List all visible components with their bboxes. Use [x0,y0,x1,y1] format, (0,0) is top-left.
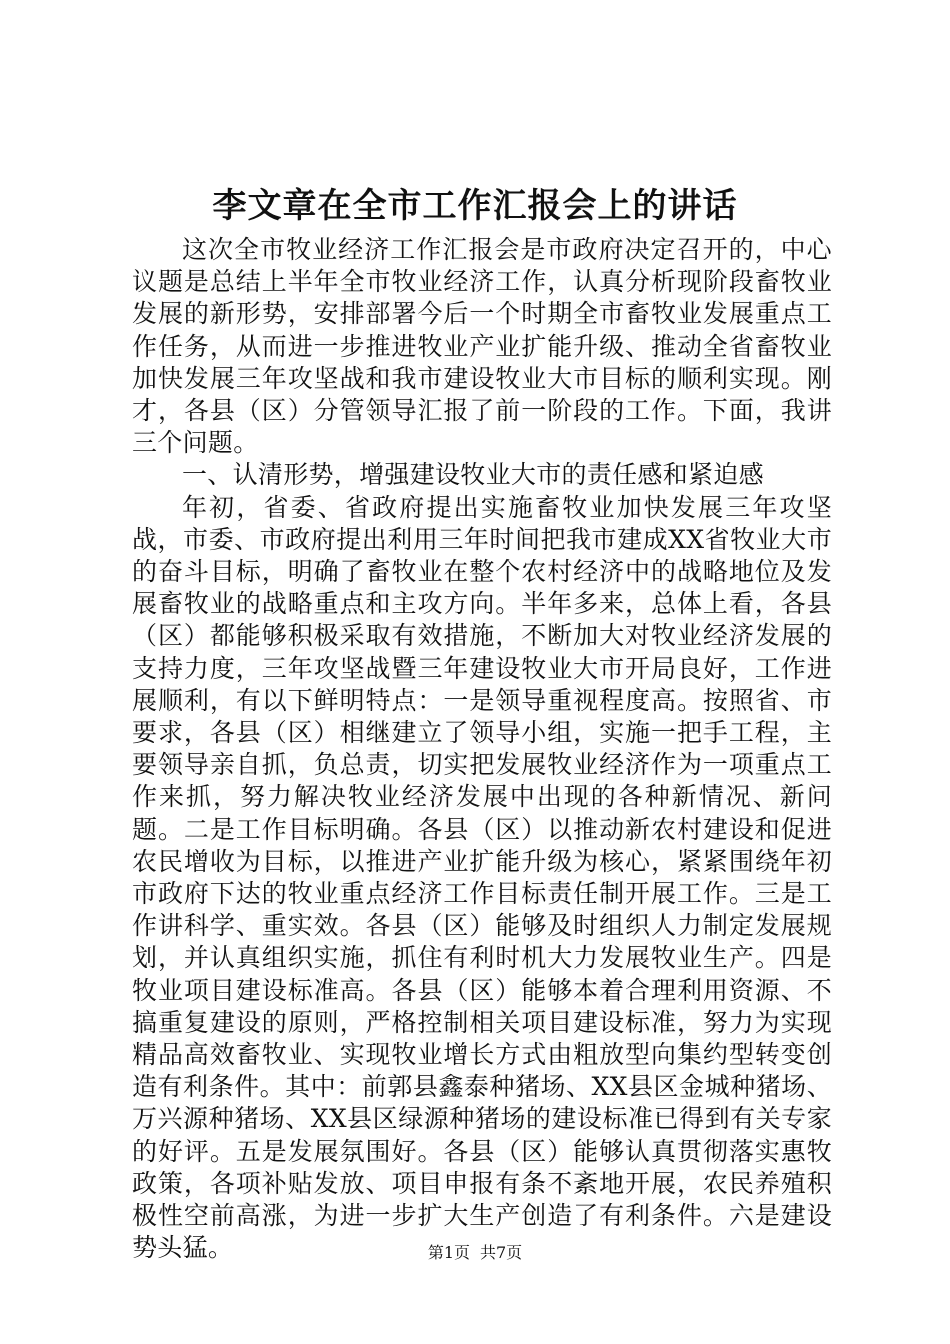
page-footer [0,1242,950,1264]
section-heading-1: 一、认清形势，增强建设牧业大市的责任感和紧迫感 [182,460,764,490]
page-number-current: 第1页 [427,1243,470,1262]
paragraph-section-1: 年初，省委、省政府提出实施畜牧业加快发展三年攻坚战，市委、市政府提出利用三年时间把我市建成XX省牧业大市的奋斗目标，明确了畜牧业在整个农村经济中的战略地位及发展畜牧业的战略重点和主攻方向。半年多来，总体上看，各县（区）都能够积极采取有效措施，不断加大对牧业经济发展的支持力度，三年攻坚战暨三年建设牧业大市开局良好，工作进展顺利，有以下鲜明特点：一是领导重视程度高。按照省、市要求，各县（区）相继建立了领导小组，实施一把手工程，主要领导亲自抓，负总责，切实把发展牧业经济作为一项重点工作来抓，努力解决牧业经济发展中出现的各种新情况、新问题。二是工作目标明确。各县（区）以推动新农村建设和促进农民增收为目标，以推进产业扩能升级为核心，紧紧围绕年初市政府下达的牧业重点经济工作目标责任制开展工作。三是工作讲科学、重实效。各县（区）能够及时组织人力制定发展规划，并认真组织实施，抓住有利时机大力发展牧业生产。四是牧业项目建设标准高。各县（区）能够本着合理利用资源、不搞重复建设的原则，严格控制相关项目建设标准，努力为实现精品高效畜牧业、实现牧业增长方式由粗放型向集约型转变创造有利条件。其中：前郭县鑫泰种猪场、XX县区金城种猪场、万兴源种猪场、XX县区绿源种猪场的建设标准已得到有关专家的好评。五是发展氛围好。各县（区）能够认真贯彻落实惠牧政策，各项补贴发放、项目申报有条不紊地开展，农民养殖积极性空前高涨，为进一步扩大生产创造了有利条件。六是建设势头猛。 [132,492,832,1263]
document-body [132,234,832,1265]
paragraph-intro: 这次全市牧业经济工作汇报会是市政府决定召开的，中心议题是总结上半年全市牧业经济工作，认真分析现阶段畜牧业发展的新形势，安排部署今后一个时期全市畜牧业发展重点工作任务，从而进一步推进牧业产业扩能升级、推动全省畜牧业加快发展三年攻坚战和我市建设牧业大市目标的顺利实现。刚才，各县（区）分管领导汇报了前一阶段的工作。下面，我讲三个问题。 [132,235,832,458]
document-title: 李文章在全市工作汇报会上的讲话 [212,186,738,226]
page-number-total: 共7页 [480,1243,523,1262]
